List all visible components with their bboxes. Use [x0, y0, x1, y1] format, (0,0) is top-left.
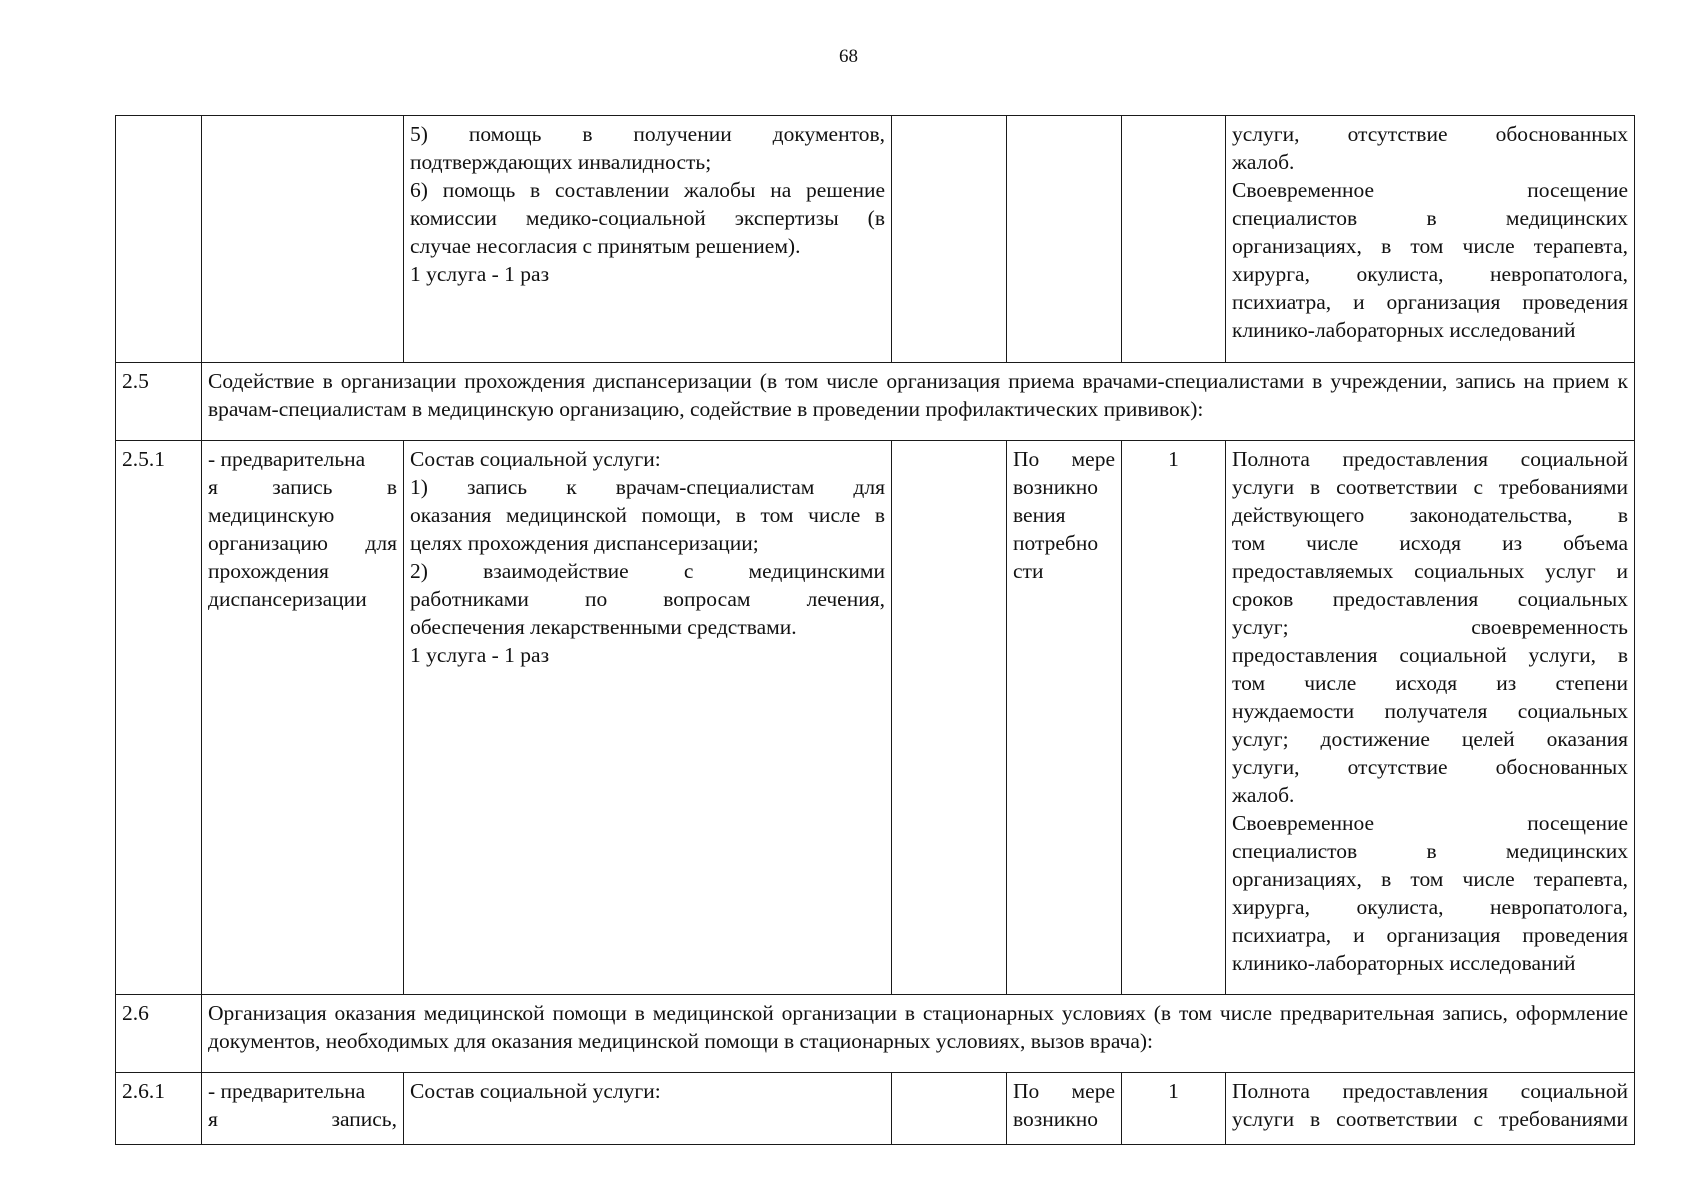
text-line: психиатра, и организация проведения — [1232, 923, 1628, 947]
text-line: хирурга, окулиста, невропатолога, — [1232, 262, 1628, 286]
text-line: Полнота предоставления социальной — [1232, 447, 1628, 471]
cell-count: 1 — [1122, 441, 1226, 995]
text-line: вения — [1013, 503, 1066, 527]
cell-name — [202, 116, 404, 363]
text-line: возникно — [1013, 475, 1098, 499]
table-row — [116, 441, 1635, 995]
cell-period — [1007, 1073, 1122, 1145]
section-title: Содействие в организации прохождения диспансеризации (в том числе организация приема врачами-специалистами в учреждении, запись на прием к врачам-специалистам в медицинскую организацию, содействие в проведении профилактических прививок): — [202, 363, 1635, 441]
text-line: специалистов в медицинских — [1232, 839, 1628, 863]
table-row — [116, 1073, 1635, 1145]
cell-name — [202, 441, 404, 995]
text-line: сроков предоставления социальных — [1232, 587, 1628, 611]
text-line: организациях, в том числе терапевта, — [1232, 867, 1628, 891]
section-row — [116, 363, 1635, 441]
text-line: услуги, отсутствие обоснованных — [1232, 755, 1628, 779]
text-line: жалоб. — [1232, 783, 1295, 807]
section-row — [116, 995, 1635, 1073]
section-number: 2.5 — [116, 363, 202, 441]
text-line: услуг; достижение целей оказания — [1232, 727, 1628, 751]
cell-description — [404, 116, 892, 363]
text-line: услуг; своевременность — [1232, 615, 1628, 639]
text-line: предоставления социальной услуги, в — [1232, 643, 1628, 667]
text-line: Своевременное посещение — [1232, 811, 1628, 835]
text-line: я запись в — [208, 475, 397, 499]
text-line: я запись, — [208, 1107, 397, 1131]
text-line: - предварительна — [208, 1079, 366, 1103]
text-line: - предварительна — [208, 447, 366, 471]
text-line: сти — [1013, 559, 1044, 583]
text-line: медицинскую — [208, 503, 335, 527]
cell-quality — [1226, 1073, 1635, 1145]
text-line: 2) взаимодействие с медицинскими — [410, 559, 885, 583]
cell-count — [1122, 116, 1226, 363]
text-line: комиссии медико-социальной экспертизы (в — [410, 206, 885, 230]
text-line: целях прохождения диспансеризации; — [410, 531, 759, 555]
text-line: услуги в соответствии с требованиями — [1232, 475, 1628, 499]
text-line: оказания медицинской помощи, в том числе в — [410, 503, 885, 527]
text-line: клинико-лабораторных исследований — [1232, 318, 1576, 342]
text-line: том числе исходя из объема — [1232, 531, 1628, 555]
text-line: хирурга, окулиста, невропатолога, — [1232, 895, 1628, 919]
cell-empty — [892, 1073, 1007, 1145]
text-line: организацию для — [208, 531, 397, 555]
text-line: предоставляемых социальных услуг и — [1232, 559, 1628, 583]
text-line: том числе исходя из степени — [1232, 671, 1628, 695]
cell-quality — [1226, 116, 1635, 363]
section-title: Организация оказания медицинской помощи в медицинской организации в стационарных условиях (в том числе предварительная запись, оформление документов, необходимых для оказания медицинской помощи в стационарных условиях, вызов врача): — [202, 995, 1635, 1073]
text-line: 5) помощь в получении документов, — [410, 122, 885, 146]
text-line: подтверждающих инвалидность; — [410, 150, 712, 174]
text-line: 1) запись к врачам-специалистам для — [410, 475, 885, 499]
cell-num: 2.5.1 — [116, 441, 202, 995]
cell-num: 2.6.1 — [116, 1073, 202, 1145]
text-line: Полнота предоставления социальной — [1232, 1079, 1628, 1103]
text-line: работниками по вопросам лечения, — [410, 587, 885, 611]
text-line: обеспечения лекарственными средствами. — [410, 615, 797, 639]
text-line: диспансеризации — [208, 587, 367, 611]
text-line: клинико-лабораторных исследований — [1232, 951, 1576, 975]
cell-quality — [1226, 441, 1635, 995]
cell-period — [1007, 116, 1122, 363]
text-line: возникно — [1013, 1107, 1098, 1131]
text-line: жалоб. — [1232, 150, 1295, 174]
cell-count: 1 — [1122, 1073, 1226, 1145]
services-table — [115, 115, 1635, 1145]
text-line: 1 услуга - 1 раз — [410, 643, 550, 667]
text-line: прохождения — [208, 559, 329, 583]
text-line: действующего законодательства, в — [1232, 503, 1628, 527]
cell-description — [404, 1073, 892, 1145]
text-line: Состав социальной услуги: — [410, 1079, 661, 1103]
text-line: По мере — [1013, 1079, 1115, 1103]
cell-num — [116, 116, 202, 363]
text-line: Своевременное посещение — [1232, 178, 1628, 202]
section-number: 2.6 — [116, 995, 202, 1073]
text-line: нуждаемости получателя социальных — [1232, 699, 1628, 723]
cell-name — [202, 1073, 404, 1145]
table-row — [116, 116, 1635, 363]
text-line: 6) помощь в составлении жалобы на решение — [410, 178, 885, 202]
cell-empty — [892, 116, 1007, 363]
cell-period — [1007, 441, 1122, 995]
text-line: психиатра, и организация проведения — [1232, 290, 1628, 314]
text-line: случае несогласия с принятым решением). — [410, 234, 801, 258]
text-line: услуги в соответствии с требованиями — [1232, 1107, 1628, 1131]
text-line: По мере — [1013, 447, 1115, 471]
text-line: потребно — [1013, 531, 1099, 555]
cell-empty — [892, 441, 1007, 995]
text-line: Состав социальной услуги: — [410, 447, 661, 471]
cell-description — [404, 441, 892, 995]
text-line: 1 услуга - 1 раз — [410, 262, 550, 286]
page-number: 68 — [839, 46, 858, 67]
text-line: услуги, отсутствие обоснованных — [1232, 122, 1628, 146]
text-line: специалистов в медицинских — [1232, 206, 1628, 230]
text-line: организациях, в том числе терапевта, — [1232, 234, 1628, 258]
